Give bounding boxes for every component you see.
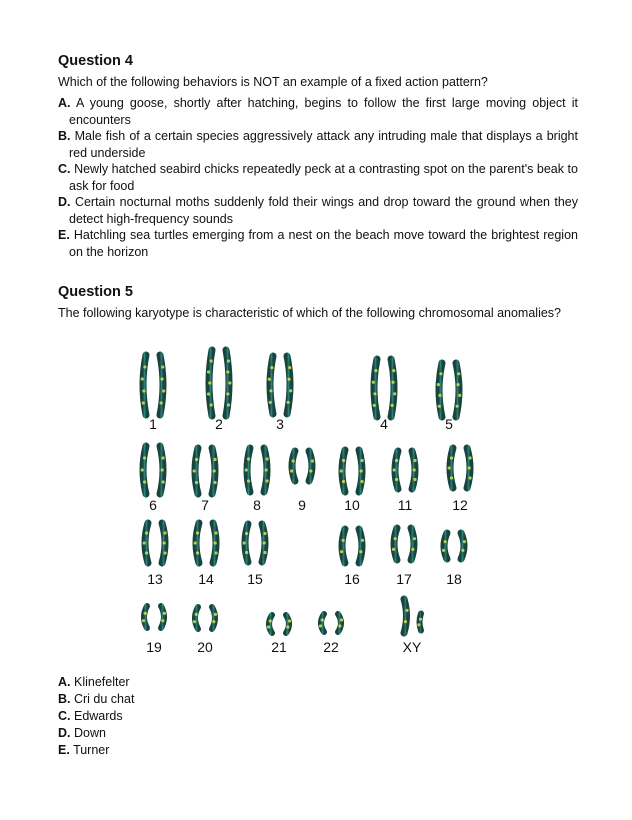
chromosome-band xyxy=(438,405,441,408)
chromosome-label: 1 xyxy=(149,416,157,432)
chromosome-band xyxy=(413,459,416,462)
chromosome xyxy=(245,448,251,492)
chromosome-band xyxy=(226,392,229,395)
chromosome-band xyxy=(163,551,166,554)
chromosome-label: 12 xyxy=(452,497,468,513)
chromosome xyxy=(193,607,198,629)
option-a[interactable] xyxy=(58,674,134,691)
chromosome-band xyxy=(321,618,324,621)
chromosome xyxy=(160,355,166,415)
chromosome-band xyxy=(193,469,196,472)
chromosome xyxy=(267,615,272,633)
chromosome-band xyxy=(360,459,363,462)
option-text: A young goose, shortly after hatching, begins to follow the first large moving object it encounters xyxy=(69,96,578,127)
chromosome xyxy=(262,524,267,562)
chromosome-band xyxy=(141,377,144,380)
chromosome-band xyxy=(457,372,460,375)
chromosome-band xyxy=(444,540,447,543)
chromosome xyxy=(141,446,147,494)
chromosome-band xyxy=(450,456,453,459)
chromosome-band xyxy=(263,532,266,535)
chromosome-label: 19 xyxy=(146,639,162,655)
chromosome-band xyxy=(161,365,164,368)
chromosome-band xyxy=(319,624,322,627)
chromosome-band xyxy=(393,468,396,471)
chromosome-band xyxy=(207,392,210,395)
chromosome-band xyxy=(340,618,343,621)
chromosome xyxy=(338,614,343,632)
chromosome xyxy=(404,599,409,633)
chromosome xyxy=(456,363,462,417)
chromosome-band xyxy=(161,619,164,622)
chromosome-band xyxy=(214,541,217,544)
chromosome-band xyxy=(456,405,459,408)
chromosome-band xyxy=(391,381,394,384)
chromosome-band xyxy=(463,540,466,543)
chromosome xyxy=(340,529,345,563)
chromosome-band xyxy=(226,370,229,373)
chromosome-band xyxy=(245,551,248,554)
chromosome-band xyxy=(289,389,292,392)
chromosome xyxy=(340,450,346,492)
chromosome-label: 3 xyxy=(276,416,284,432)
chromosome-band xyxy=(195,481,198,484)
chromosome xyxy=(142,606,147,628)
chromosome-band xyxy=(161,480,164,483)
option-letter: C. xyxy=(58,709,71,723)
option-d[interactable] xyxy=(58,725,134,742)
chromosome-band xyxy=(213,458,216,461)
chromosome xyxy=(359,450,364,492)
chromosome-band xyxy=(448,466,451,469)
chromosome xyxy=(143,523,149,563)
chromosome-band xyxy=(194,541,197,544)
chromosome-band xyxy=(142,401,145,404)
chromosome-label: 22 xyxy=(323,639,339,655)
chromosome-band xyxy=(360,469,363,472)
chromosome-band xyxy=(213,481,216,484)
chromosome xyxy=(162,523,167,563)
chromosome-band xyxy=(207,370,210,373)
chromosome-band xyxy=(213,469,216,472)
chromosome-band xyxy=(142,389,145,392)
chromosome-band xyxy=(265,457,268,460)
chromosome-band xyxy=(413,468,416,471)
chromosome-band xyxy=(309,469,312,472)
chromosome xyxy=(207,350,213,416)
option-c[interactable] xyxy=(58,708,134,725)
chromosome-band xyxy=(214,551,217,554)
chromosome-label: 18 xyxy=(446,571,462,587)
chromosome-band xyxy=(162,389,165,392)
chromosome-label: 15 xyxy=(247,571,263,587)
chromosome-band xyxy=(269,619,272,622)
chromosome-label: 4 xyxy=(380,416,388,432)
option-text: Edwards xyxy=(73,709,123,723)
chromosome-band xyxy=(161,468,164,471)
chromosome xyxy=(319,614,324,632)
chromosome-band xyxy=(212,620,215,623)
chromosome xyxy=(392,528,397,560)
chromosome-band xyxy=(210,359,213,362)
chromosome-band xyxy=(227,403,230,406)
chromosome-band xyxy=(286,625,289,628)
chromosome xyxy=(243,524,249,562)
chromosome xyxy=(411,528,416,560)
option-b[interactable] xyxy=(58,691,134,708)
chromosome-band xyxy=(196,531,199,534)
chromosome xyxy=(417,614,422,631)
chromosome-band xyxy=(361,539,364,542)
chromosome-band xyxy=(288,619,291,622)
chromosome-band xyxy=(228,381,231,384)
chromosome-band xyxy=(342,459,345,462)
chromosome-band xyxy=(243,541,246,544)
chromosome-label: 21 xyxy=(271,639,287,655)
chromosome xyxy=(226,350,231,416)
chromosome xyxy=(194,523,200,563)
chromosome-band xyxy=(263,541,266,544)
chromosome-label: 13 xyxy=(147,571,163,587)
chromosome xyxy=(161,606,166,628)
option-letter: C. xyxy=(58,162,71,176)
chromosome-band xyxy=(342,480,345,483)
chromosome xyxy=(359,529,364,563)
chromosome-band xyxy=(193,620,196,623)
chromosome-label: 6 xyxy=(149,497,157,513)
chromosome xyxy=(467,448,472,488)
option-text: Newly hatched seabird chicks repeatedly peck at a contrasting spot on the parent's beak to ask for food xyxy=(69,162,578,193)
chromosome-band xyxy=(461,549,464,552)
chromosome xyxy=(461,533,466,559)
chromosome xyxy=(212,607,217,629)
chromosome-band xyxy=(142,619,145,622)
chromosome-label: 2 xyxy=(215,416,223,432)
chromosome xyxy=(391,359,397,417)
chromosome-band xyxy=(437,383,440,386)
chromosome-band xyxy=(145,531,148,534)
chromosome-band xyxy=(143,480,146,483)
chromosome-band xyxy=(438,394,441,397)
chromosome-band xyxy=(163,541,166,544)
chromosome xyxy=(448,448,454,488)
chromosome-band xyxy=(342,539,345,542)
question-4-title: Question 4 xyxy=(58,53,133,69)
question-4-prompt: Which of the following behaviors is NOT an example of a fixed action pattern? xyxy=(58,75,488,89)
chromosome-band xyxy=(411,548,414,551)
chromosome-band xyxy=(395,459,398,462)
chromosome-band xyxy=(287,401,290,404)
chromosome-band xyxy=(247,479,250,482)
chromosome-label: XY xyxy=(402,639,422,655)
chromosome-band xyxy=(290,469,293,472)
option-text: Turner xyxy=(73,743,110,757)
chromosome-band xyxy=(143,365,146,368)
chromosome-band xyxy=(163,612,166,615)
chromosome-band xyxy=(374,369,377,372)
chromosome xyxy=(193,448,199,494)
chromosome-band xyxy=(468,456,471,459)
chromosome-band xyxy=(287,378,290,381)
chromosome-band xyxy=(456,383,459,386)
chromosome-label: 5 xyxy=(445,416,453,432)
chromosome-band xyxy=(288,366,291,369)
chromosome-band xyxy=(393,392,396,395)
chromosome xyxy=(437,363,443,417)
chromosome-band xyxy=(394,537,397,540)
chromosome-label: 10 xyxy=(344,497,360,513)
chromosome-band xyxy=(208,381,211,384)
chromosome-label: 14 xyxy=(198,571,214,587)
chromosome-band xyxy=(265,468,268,471)
chromosome-band xyxy=(196,551,199,554)
chromosome-label: 7 xyxy=(201,497,209,513)
option-letter: B. xyxy=(58,129,71,143)
chromosome-band xyxy=(404,620,407,623)
chromosome-band xyxy=(265,479,268,482)
chromosome xyxy=(264,448,269,492)
chromosome-band xyxy=(468,466,471,469)
chromosome-band xyxy=(392,548,395,551)
option-text: Certain nocturnal moths suddenly fold their wings and drop toward the ground when they detect high-frequency sounds xyxy=(69,195,578,226)
chromosome-band xyxy=(263,551,266,554)
option-text: Down xyxy=(73,726,106,740)
chromosome-band xyxy=(141,468,144,471)
chromosome-band xyxy=(442,549,445,552)
chromosome-band xyxy=(267,625,270,628)
chromosome-band xyxy=(468,476,471,479)
chromosome-band xyxy=(392,369,395,372)
chromosome-band xyxy=(340,469,343,472)
chromosome xyxy=(268,356,274,414)
option-letter: D. xyxy=(58,195,71,209)
chromosome-band xyxy=(160,377,163,380)
chromosome-band xyxy=(450,476,453,479)
chromosome-band xyxy=(268,378,271,381)
chromosome-label: 11 xyxy=(397,497,413,513)
option-letter: E. xyxy=(58,228,70,242)
chromosome-band xyxy=(417,623,420,626)
chromosome-band xyxy=(245,532,248,535)
chromosome-band xyxy=(145,551,148,554)
chromosome xyxy=(212,448,217,494)
question-5-prompt: The following karyotype is characteristic of which of the following chromosomal anomalies? xyxy=(58,306,562,320)
option-e[interactable] xyxy=(58,742,134,759)
chromosome-band xyxy=(195,613,198,616)
chromosome-band xyxy=(359,550,362,553)
chromosome-band xyxy=(144,612,147,615)
question-5-title: Question 5 xyxy=(58,284,133,300)
chromosome-band xyxy=(391,404,394,407)
chromosome-band xyxy=(269,389,272,392)
option-letter: E. xyxy=(58,743,70,757)
chromosome xyxy=(287,356,293,414)
chromosome-band xyxy=(413,478,416,481)
chromosome-band xyxy=(311,459,314,462)
option-letter: D. xyxy=(58,726,71,740)
option-text: Hatchling sea turtles emerging from a nest on the beach move toward the brightest region on the horizon xyxy=(69,228,578,259)
chromosome xyxy=(290,451,295,481)
chromosome-band xyxy=(373,404,376,407)
chromosome-band xyxy=(160,401,163,404)
chromosome-band xyxy=(247,457,250,460)
chromosome-band xyxy=(413,537,416,540)
chromosome-label: 9 xyxy=(298,497,306,513)
chromosome-band xyxy=(458,394,461,397)
chromosome-band xyxy=(210,403,213,406)
chromosome-band xyxy=(292,459,295,462)
option-letter: A. xyxy=(58,96,71,110)
chromosome-band xyxy=(372,381,375,384)
chromosome-band xyxy=(143,541,146,544)
chromosome xyxy=(160,446,165,494)
chromosome-band xyxy=(338,624,341,627)
chromosome-label: 16 xyxy=(344,571,360,587)
chromosome-band xyxy=(227,359,230,362)
chromosome xyxy=(372,359,378,417)
option-text: Klinefelter xyxy=(73,675,130,689)
chromosome-band xyxy=(419,618,422,621)
chromosome-band xyxy=(360,480,363,483)
chromosome xyxy=(213,523,218,563)
chromosome-band xyxy=(269,401,272,404)
option-letter: A. xyxy=(58,675,71,689)
chromosome-label: 20 xyxy=(197,639,213,655)
chromosome-band xyxy=(439,372,442,375)
chromosome xyxy=(309,451,314,481)
option-text: Cri du chat xyxy=(73,692,135,706)
chromosome xyxy=(412,451,417,489)
chromosome-band xyxy=(405,609,408,612)
chromosome-band xyxy=(214,531,217,534)
chromosome-band xyxy=(143,456,146,459)
chromosome-band xyxy=(270,366,273,369)
chromosome-label: 8 xyxy=(253,497,261,513)
chromosome-band xyxy=(195,458,198,461)
option-letter: B. xyxy=(58,692,71,706)
chromosome xyxy=(141,355,147,415)
chromosome-label: 17 xyxy=(396,571,412,587)
chromosome-band xyxy=(214,613,217,616)
chromosome-band xyxy=(245,468,248,471)
chromosome-band xyxy=(395,478,398,481)
chromosome-band xyxy=(163,531,166,534)
chromosome-band xyxy=(161,456,164,459)
chromosome xyxy=(286,615,291,633)
chromosome xyxy=(393,451,399,489)
chromosome-band xyxy=(373,392,376,395)
question-5-options xyxy=(58,674,134,759)
option-text: Male fish of a certain species aggressively attack any intruding male that displays a bright red underside xyxy=(69,129,578,160)
chromosome xyxy=(442,533,447,559)
chromosome-band xyxy=(340,550,343,553)
